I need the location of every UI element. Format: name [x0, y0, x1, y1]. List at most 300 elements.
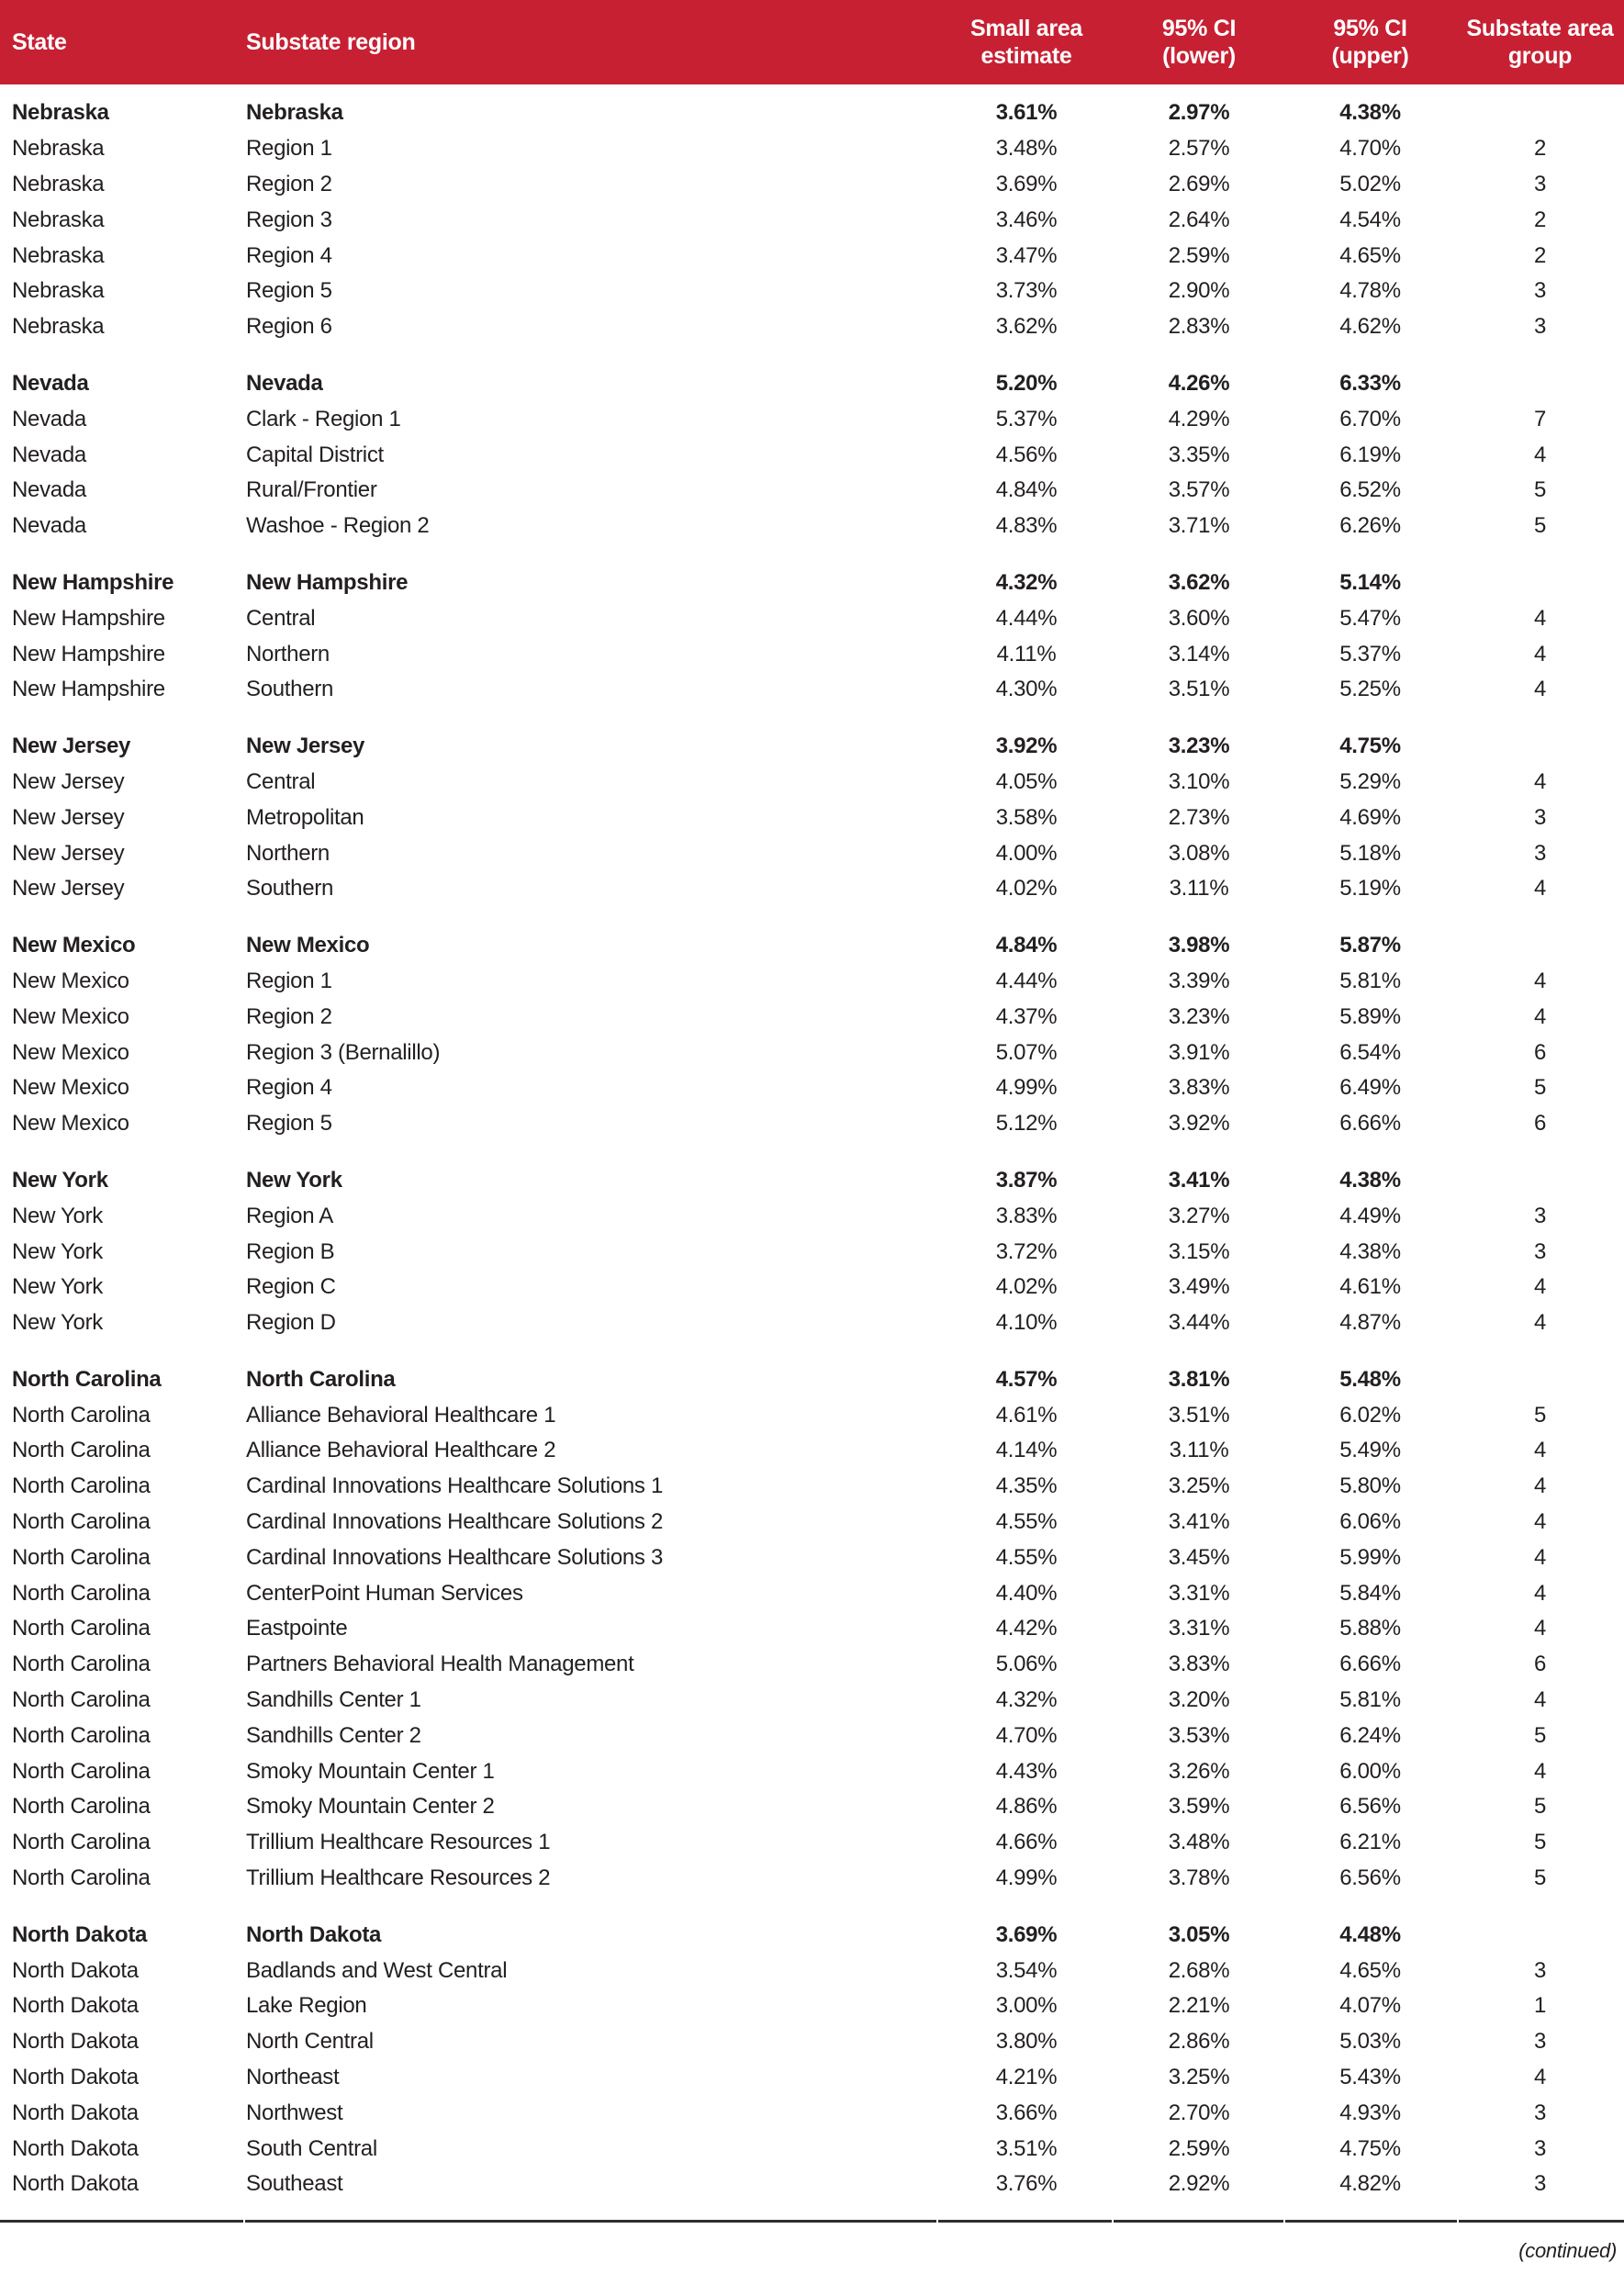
- cell-substate-area-group: 3: [1533, 1957, 1547, 1983]
- cell-ci-lower: 3.05%: [1168, 1921, 1230, 1947]
- cell-ci-upper: 6.66%: [1339, 1652, 1401, 1677]
- cell-ci-upper: 4.75%: [1339, 2135, 1401, 2161]
- table-row: [0, 437, 1624, 473]
- cell-substate-area-group: 3: [1533, 2135, 1547, 2161]
- cell-ci-upper: 5.47%: [1339, 605, 1401, 631]
- cell-small-area-estimate: 5.20%: [995, 370, 1058, 396]
- cell-small-area-estimate: 5.37%: [995, 406, 1058, 431]
- cell-state: New Mexico: [12, 933, 136, 958]
- state-group: [0, 1163, 1624, 1341]
- cell-substate-region: Central: [246, 605, 316, 631]
- cell-substate-region: Cardinal Innovations Healthcare Solutions 3: [246, 1544, 664, 1570]
- cell-ci-lower: 3.23%: [1168, 1003, 1230, 1029]
- cell-small-area-estimate: 5.12%: [995, 1111, 1058, 1137]
- cell-state: North Carolina: [12, 1865, 151, 1891]
- cell-ci-upper: 6.66%: [1339, 1111, 1401, 1137]
- cell-small-area-estimate: 3.46%: [995, 207, 1058, 232]
- cell-ci-upper: 5.19%: [1339, 876, 1401, 902]
- state-summary-row: [0, 928, 1624, 964]
- cell-ci-lower: 2.68%: [1168, 1957, 1230, 1983]
- cell-substate-area-group: 5: [1533, 1794, 1547, 1820]
- cell-ci-lower: 3.51%: [1168, 1402, 1230, 1428]
- cell-substate-region: Alliance Behavioral Healthcare 1: [246, 1402, 556, 1428]
- cell-small-area-estimate: 3.48%: [995, 136, 1058, 162]
- cell-substate-region: Badlands and West Central: [246, 1957, 508, 1983]
- cell-small-area-estimate: 3.61%: [995, 100, 1058, 126]
- cell-substate-region: Region A: [246, 1203, 334, 1228]
- cell-small-area-estimate: 4.21%: [995, 2065, 1058, 2090]
- cell-ci-upper: 6.21%: [1339, 1830, 1401, 1855]
- cell-substate-area-group: 3: [1533, 314, 1547, 340]
- cell-ci-upper: 6.33%: [1339, 370, 1401, 396]
- cell-state: New Jersey: [12, 876, 125, 902]
- cell-ci-upper: 5.48%: [1339, 1366, 1401, 1392]
- cell-ci-upper: 4.75%: [1339, 734, 1401, 759]
- cell-ci-lower: 3.51%: [1168, 677, 1230, 702]
- cell-substate-region: North Carolina: [246, 1366, 396, 1392]
- cell-ci-upper: 4.69%: [1339, 804, 1401, 830]
- cell-ci-lower: 2.73%: [1168, 804, 1230, 830]
- state-group: [0, 366, 1624, 544]
- cell-substate-area-group: 4: [1533, 1687, 1547, 1713]
- cell-ci-lower: 3.98%: [1168, 933, 1230, 958]
- cell-substate-region: Nebraska: [246, 100, 343, 126]
- rule-segment: [245, 2220, 935, 2223]
- cell-ci-lower: 4.29%: [1168, 406, 1230, 431]
- cell-substate-region: Region C: [246, 1274, 336, 1300]
- cell-substate-region: Capital District: [246, 442, 384, 467]
- rule-segment: [1114, 2220, 1283, 2223]
- cell-ci-upper: 6.54%: [1339, 1039, 1401, 1065]
- state-summary-row: [0, 366, 1624, 402]
- cell-substate-area-group: 4: [1533, 1310, 1547, 1336]
- cell-substate-region: Lake Region: [246, 1993, 367, 2019]
- cell-state: North Carolina: [12, 1652, 151, 1677]
- cell-substate-area-group: 3: [1533, 278, 1547, 304]
- cell-ci-lower: 2.83%: [1168, 314, 1230, 340]
- cell-ci-upper: 6.19%: [1339, 442, 1401, 467]
- cell-ci-upper: 5.02%: [1339, 171, 1401, 196]
- table-row: [0, 1234, 1624, 1270]
- cell-ci-lower: 3.10%: [1168, 768, 1230, 794]
- cell-state: North Carolina: [12, 1830, 151, 1855]
- cell-substate-region: Region 1: [246, 136, 332, 162]
- cell-small-area-estimate: 4.66%: [995, 1830, 1058, 1855]
- cell-substate-region: Metropolitan: [246, 804, 364, 830]
- cell-ci-upper: 5.49%: [1339, 1438, 1401, 1463]
- table-row: [0, 1035, 1624, 1070]
- table-row: [0, 1575, 1624, 1611]
- cell-state: North Carolina: [12, 1544, 151, 1570]
- cell-state: New Mexico: [12, 1075, 129, 1101]
- cell-small-area-estimate: 3.73%: [995, 278, 1058, 304]
- cell-small-area-estimate: 3.00%: [995, 1993, 1058, 2019]
- cell-ci-upper: 5.84%: [1339, 1580, 1401, 1606]
- rule-segment: [938, 2220, 1112, 2223]
- cell-ci-lower: 3.57%: [1168, 477, 1230, 503]
- cell-substate-region: Rural/Frontier: [246, 477, 377, 503]
- cell-ci-upper: 5.29%: [1339, 768, 1401, 794]
- cell-state: New Hampshire: [12, 569, 174, 595]
- cell-substate-area-group: 5: [1533, 477, 1547, 503]
- cell-ci-upper: 6.56%: [1339, 1865, 1401, 1891]
- cell-small-area-estimate: 3.47%: [995, 242, 1058, 268]
- table-bottom-rule: [0, 2220, 1624, 2223]
- cell-substate-region: Region 2: [246, 171, 332, 196]
- cell-ci-upper: 4.65%: [1339, 242, 1401, 268]
- cell-state: New Hampshire: [12, 641, 165, 666]
- cell-state: New Mexico: [12, 968, 129, 993]
- cell-substate-area-group: 6: [1533, 1652, 1547, 1677]
- cell-small-area-estimate: 3.69%: [995, 1921, 1058, 1947]
- cell-small-area-estimate: 4.83%: [995, 513, 1058, 539]
- cell-substate-area-group: 2: [1533, 242, 1547, 268]
- table-row: [0, 238, 1624, 274]
- cell-ci-upper: 4.87%: [1339, 1310, 1401, 1336]
- col-header-ci-lower: 95% CI (lower): [1161, 16, 1237, 69]
- cell-substate-area-group: 6: [1533, 1039, 1547, 1065]
- cell-state: North Carolina: [12, 1794, 151, 1820]
- cell-state: Nebraska: [12, 314, 105, 340]
- cell-state: North Carolina: [12, 1473, 151, 1499]
- cell-state: New York: [12, 1203, 103, 1228]
- table-row: [0, 1611, 1624, 1647]
- cell-substate-area-group: 4: [1533, 677, 1547, 702]
- cell-substate-region: Smoky Mountain Center 1: [246, 1758, 495, 1784]
- cell-ci-lower: 3.08%: [1168, 840, 1230, 866]
- table-row: [0, 1861, 1624, 1897]
- state-summary-row: [0, 566, 1624, 601]
- cell-small-area-estimate: 4.99%: [995, 1075, 1058, 1101]
- cell-substate-region: Partners Behavioral Health Management: [246, 1652, 634, 1677]
- table-row: [0, 800, 1624, 835]
- col-header-substate-area-group: Substate area group: [1466, 16, 1614, 69]
- cell-substate-region: Northwest: [246, 2100, 343, 2125]
- cell-state: New Mexico: [12, 1003, 129, 1029]
- cell-substate-region: Alliance Behavioral Healthcare 2: [246, 1438, 556, 1463]
- cell-ci-lower: 3.78%: [1168, 1865, 1230, 1891]
- state-summary-row: [0, 1362, 1624, 1398]
- cell-ci-lower: 3.83%: [1168, 1075, 1230, 1101]
- table-row: [0, 1647, 1624, 1683]
- cell-state: Nebraska: [12, 100, 109, 126]
- cell-ci-lower: 3.44%: [1168, 1310, 1230, 1336]
- continued-note: (continued): [1518, 2238, 1617, 2262]
- cell-substate-area-group: 3: [1533, 840, 1547, 866]
- cell-substate-area-group: 4: [1533, 968, 1547, 993]
- cell-state: New Hampshire: [12, 605, 165, 631]
- cell-substate-region: Region 3 (Bernalillo): [246, 1039, 441, 1065]
- cell-substate-region: New Jersey: [246, 734, 365, 759]
- table-header-row: [0, 0, 1624, 84]
- cell-substate-area-group: 4: [1533, 442, 1547, 467]
- cell-substate-area-group: 5: [1533, 1830, 1547, 1855]
- cell-substate-area-group: 4: [1533, 1544, 1547, 1570]
- cell-ci-lower: 2.57%: [1168, 136, 1230, 162]
- cell-substate-region: Cardinal Innovations Healthcare Solutions 1: [246, 1473, 664, 1499]
- cell-substate-region: New Mexico: [246, 933, 370, 958]
- cell-state: New York: [12, 1238, 103, 1264]
- state-group: [0, 928, 1624, 1142]
- state-group: [0, 1362, 1624, 1897]
- cell-state: North Carolina: [12, 1687, 151, 1713]
- cell-substate-area-group: 3: [1533, 2100, 1547, 2125]
- cell-small-area-estimate: 3.54%: [995, 1957, 1058, 1983]
- cell-small-area-estimate: 3.69%: [995, 171, 1058, 196]
- cell-ci-upper: 5.88%: [1339, 1616, 1401, 1641]
- cell-small-area-estimate: 4.30%: [995, 677, 1058, 702]
- state-summary-row: [0, 1917, 1624, 1953]
- table-row: [0, 1106, 1624, 1142]
- cell-small-area-estimate: 4.61%: [995, 1402, 1058, 1428]
- table-row: [0, 1305, 1624, 1341]
- cell-ci-upper: 4.61%: [1339, 1274, 1401, 1300]
- cell-substate-area-group: 5: [1533, 1075, 1547, 1101]
- cell-ci-upper: 6.02%: [1339, 1402, 1401, 1428]
- cell-small-area-estimate: 4.99%: [995, 1865, 1058, 1891]
- cell-ci-lower: 3.31%: [1168, 1580, 1230, 1606]
- cell-small-area-estimate: 4.43%: [995, 1758, 1058, 1784]
- cell-ci-upper: 4.62%: [1339, 314, 1401, 340]
- cell-state: North Dakota: [12, 1993, 139, 2019]
- table-row: [0, 1270, 1624, 1305]
- cell-small-area-estimate: 3.66%: [995, 2100, 1058, 2125]
- cell-small-area-estimate: 4.86%: [995, 1794, 1058, 1820]
- cell-ci-lower: 3.92%: [1168, 1111, 1230, 1137]
- cell-ci-lower: 3.20%: [1168, 1687, 1230, 1713]
- cell-ci-lower: 3.41%: [1168, 1509, 1230, 1535]
- cell-substate-region: Region B: [246, 1238, 335, 1264]
- cell-small-area-estimate: 4.10%: [995, 1310, 1058, 1336]
- cell-state: Nevada: [12, 513, 86, 539]
- cell-small-area-estimate: 3.72%: [995, 1238, 1058, 1264]
- cell-substate-region: Region 3: [246, 207, 332, 232]
- cell-substate-region: Northern: [246, 641, 330, 666]
- state-group: [0, 566, 1624, 708]
- table-row: [0, 2095, 1624, 2131]
- cell-ci-lower: 3.71%: [1168, 513, 1230, 539]
- cell-substate-region: Cardinal Innovations Healthcare Solutions 2: [246, 1509, 664, 1535]
- cell-substate-area-group: 4: [1533, 1473, 1547, 1499]
- cell-substate-region: New Hampshire: [246, 569, 409, 595]
- cell-small-area-estimate: 4.40%: [995, 1580, 1058, 1606]
- cell-state: North Carolina: [12, 1402, 151, 1428]
- cell-state: North Dakota: [12, 2100, 139, 2125]
- cell-substate-region: Smoky Mountain Center 2: [246, 1794, 495, 1820]
- table-row: [0, 871, 1624, 907]
- table-row: [0, 1433, 1624, 1469]
- cell-substate-area-group: 4: [1533, 1438, 1547, 1463]
- cell-state: Nebraska: [12, 136, 105, 162]
- cell-substate-region: Region 4: [246, 1075, 332, 1101]
- cell-ci-upper: 4.93%: [1339, 2100, 1401, 2125]
- cell-ci-upper: 5.14%: [1339, 569, 1401, 595]
- col-header-small-area-estimate: Small area estimate: [969, 16, 1083, 69]
- cell-state: North Dakota: [12, 2171, 139, 2197]
- cell-state: North Dakota: [12, 1921, 148, 1947]
- cell-ci-upper: 5.25%: [1339, 677, 1401, 702]
- cell-substate-region: Northern: [246, 840, 330, 866]
- state-group: [0, 729, 1624, 907]
- cell-small-area-estimate: 4.35%: [995, 1473, 1058, 1499]
- cell-ci-lower: 2.21%: [1168, 1993, 1230, 2019]
- cell-state: Nebraska: [12, 242, 105, 268]
- table-row: [0, 672, 1624, 708]
- cell-ci-lower: 3.49%: [1168, 1274, 1230, 1300]
- cell-substate-area-group: 4: [1533, 768, 1547, 794]
- cell-ci-lower: 3.59%: [1168, 1794, 1230, 1820]
- cell-state: North Carolina: [12, 1580, 151, 1606]
- cell-small-area-estimate: 4.02%: [995, 1274, 1058, 1300]
- cell-ci-upper: 6.49%: [1339, 1075, 1401, 1101]
- cell-state: North Dakota: [12, 2135, 139, 2161]
- cell-small-area-estimate: 4.37%: [995, 1003, 1058, 1029]
- cell-state: New York: [12, 1310, 103, 1336]
- cell-ci-upper: 4.48%: [1339, 1921, 1401, 1947]
- cell-ci-lower: 3.53%: [1168, 1722, 1230, 1748]
- cell-state: North Carolina: [12, 1722, 151, 1748]
- cell-substate-area-group: 4: [1533, 605, 1547, 631]
- cell-ci-lower: 3.45%: [1168, 1544, 1230, 1570]
- cell-small-area-estimate: 4.57%: [995, 1366, 1058, 1392]
- cell-substate-region: Southeast: [246, 2171, 343, 2197]
- cell-ci-lower: 2.92%: [1168, 2171, 1230, 2197]
- cell-small-area-estimate: 3.62%: [995, 314, 1058, 340]
- cell-small-area-estimate: 4.55%: [995, 1544, 1058, 1570]
- cell-ci-upper: 6.24%: [1339, 1722, 1401, 1748]
- cell-state: New Mexico: [12, 1111, 129, 1137]
- cell-ci-upper: 4.65%: [1339, 1957, 1401, 1983]
- col-header-substate-region: Substate region: [246, 29, 416, 55]
- cell-substate-region: Region 5: [246, 1111, 332, 1137]
- cell-substate-region: Region 6: [246, 314, 332, 340]
- table-row: [0, 2131, 1624, 2167]
- table-row: [0, 1683, 1624, 1719]
- cell-small-area-estimate: 4.32%: [995, 1687, 1058, 1713]
- cell-ci-lower: 3.48%: [1168, 1830, 1230, 1855]
- cell-ci-lower: 3.41%: [1168, 1167, 1230, 1193]
- cell-ci-upper: 6.06%: [1339, 1509, 1401, 1535]
- cell-ci-upper: 4.82%: [1339, 2171, 1401, 2197]
- cell-ci-upper: 5.80%: [1339, 1473, 1401, 1499]
- cell-state: North Dakota: [12, 1957, 139, 1983]
- table-row: [0, 309, 1624, 345]
- table-row: [0, 473, 1624, 509]
- table-row: [0, 600, 1624, 636]
- cell-substate-region: Trillium Healthcare Resources 2: [246, 1865, 551, 1891]
- cell-state: North Dakota: [12, 2065, 139, 2090]
- cell-ci-upper: 4.70%: [1339, 136, 1401, 162]
- cell-substate-area-group: 3: [1533, 804, 1547, 830]
- cell-ci-upper: 6.52%: [1339, 477, 1401, 503]
- cell-substate-area-group: 4: [1533, 1274, 1547, 1300]
- table-row: [0, 131, 1624, 167]
- cell-small-area-estimate: 4.00%: [995, 840, 1058, 866]
- cell-ci-upper: 4.07%: [1339, 1993, 1401, 2019]
- cell-substate-region: New York: [246, 1167, 342, 1193]
- cell-substate-area-group: 4: [1533, 1758, 1547, 1784]
- cell-substate-region: Trillium Healthcare Resources 1: [246, 1830, 551, 1855]
- cell-substate-region: Region 2: [246, 1003, 332, 1029]
- cell-state: North Carolina: [12, 1758, 151, 1784]
- table-row: [0, 401, 1624, 437]
- cell-substate-region: Eastpointe: [246, 1616, 348, 1641]
- state-group: [0, 95, 1624, 345]
- table-row: [0, 1988, 1624, 2024]
- cell-state: North Carolina: [12, 1366, 162, 1392]
- cell-ci-lower: 3.11%: [1169, 876, 1229, 902]
- cell-state: New York: [12, 1167, 108, 1193]
- cell-small-area-estimate: 4.14%: [995, 1438, 1058, 1463]
- cell-substate-region: North Central: [246, 2029, 374, 2055]
- col-header-state: State: [12, 29, 67, 55]
- cell-small-area-estimate: 3.80%: [995, 2029, 1058, 2055]
- table-row: [0, 1789, 1624, 1825]
- cell-small-area-estimate: 5.07%: [995, 1039, 1058, 1065]
- cell-substate-region: CenterPoint Human Services: [246, 1580, 523, 1606]
- cell-small-area-estimate: 4.44%: [995, 605, 1058, 631]
- table-row: [0, 999, 1624, 1035]
- cell-ci-lower: 3.25%: [1168, 1473, 1230, 1499]
- table-row: [0, 167, 1624, 203]
- cell-ci-upper: 5.99%: [1339, 1544, 1401, 1570]
- table-row: [0, 1505, 1624, 1540]
- cell-ci-upper: 5.03%: [1339, 2029, 1401, 2055]
- cell-ci-lower: 3.60%: [1168, 605, 1230, 631]
- cell-ci-lower: 2.86%: [1168, 2029, 1230, 2055]
- cell-ci-upper: 5.43%: [1339, 2065, 1401, 2090]
- cell-small-area-estimate: 4.55%: [995, 1509, 1058, 1535]
- cell-small-area-estimate: 4.44%: [995, 968, 1058, 993]
- cell-substate-area-group: 4: [1533, 1616, 1547, 1641]
- rule-segment: [1285, 2220, 1456, 2223]
- table-row: [0, 2167, 1624, 2202]
- cell-substate-area-group: 4: [1533, 2065, 1547, 2090]
- cell-small-area-estimate: 5.06%: [995, 1652, 1058, 1677]
- table-row: [0, 1953, 1624, 1988]
- cell-ci-lower: 2.59%: [1168, 242, 1230, 268]
- table-row: [0, 765, 1624, 801]
- cell-ci-lower: 3.39%: [1168, 968, 1230, 993]
- rule-segment: [0, 2220, 243, 2223]
- cell-ci-lower: 2.90%: [1168, 278, 1230, 304]
- cell-state: New Jersey: [12, 804, 125, 830]
- cell-small-area-estimate: 3.87%: [995, 1167, 1058, 1193]
- cell-state: New Jersey: [12, 768, 125, 794]
- state-summary-row: [0, 95, 1624, 131]
- cell-substate-region: North Dakota: [246, 1921, 382, 1947]
- cell-ci-upper: 4.38%: [1339, 1167, 1401, 1193]
- cell-small-area-estimate: 3.83%: [995, 1203, 1058, 1228]
- table-row: [0, 2024, 1624, 2060]
- state-group: [0, 1917, 1624, 2201]
- cell-state: New Jersey: [12, 840, 125, 866]
- cell-ci-lower: 2.97%: [1168, 100, 1230, 126]
- table-row: [0, 1753, 1624, 1789]
- cell-substate-area-group: 4: [1533, 641, 1547, 666]
- table-row: [0, 1469, 1624, 1505]
- cell-substate-area-group: 3: [1533, 2171, 1547, 2197]
- cell-substate-area-group: 2: [1533, 207, 1547, 232]
- cell-small-area-estimate: 3.51%: [995, 2135, 1058, 2161]
- cell-ci-lower: 3.27%: [1168, 1203, 1230, 1228]
- cell-ci-lower: 3.11%: [1169, 1438, 1229, 1463]
- cell-ci-lower: 3.83%: [1168, 1652, 1230, 1677]
- cell-substate-area-group: 3: [1533, 1203, 1547, 1228]
- cell-ci-lower: 3.25%: [1168, 2065, 1230, 2090]
- cell-substate-area-group: 6: [1533, 1111, 1547, 1137]
- table-row: [0, 274, 1624, 309]
